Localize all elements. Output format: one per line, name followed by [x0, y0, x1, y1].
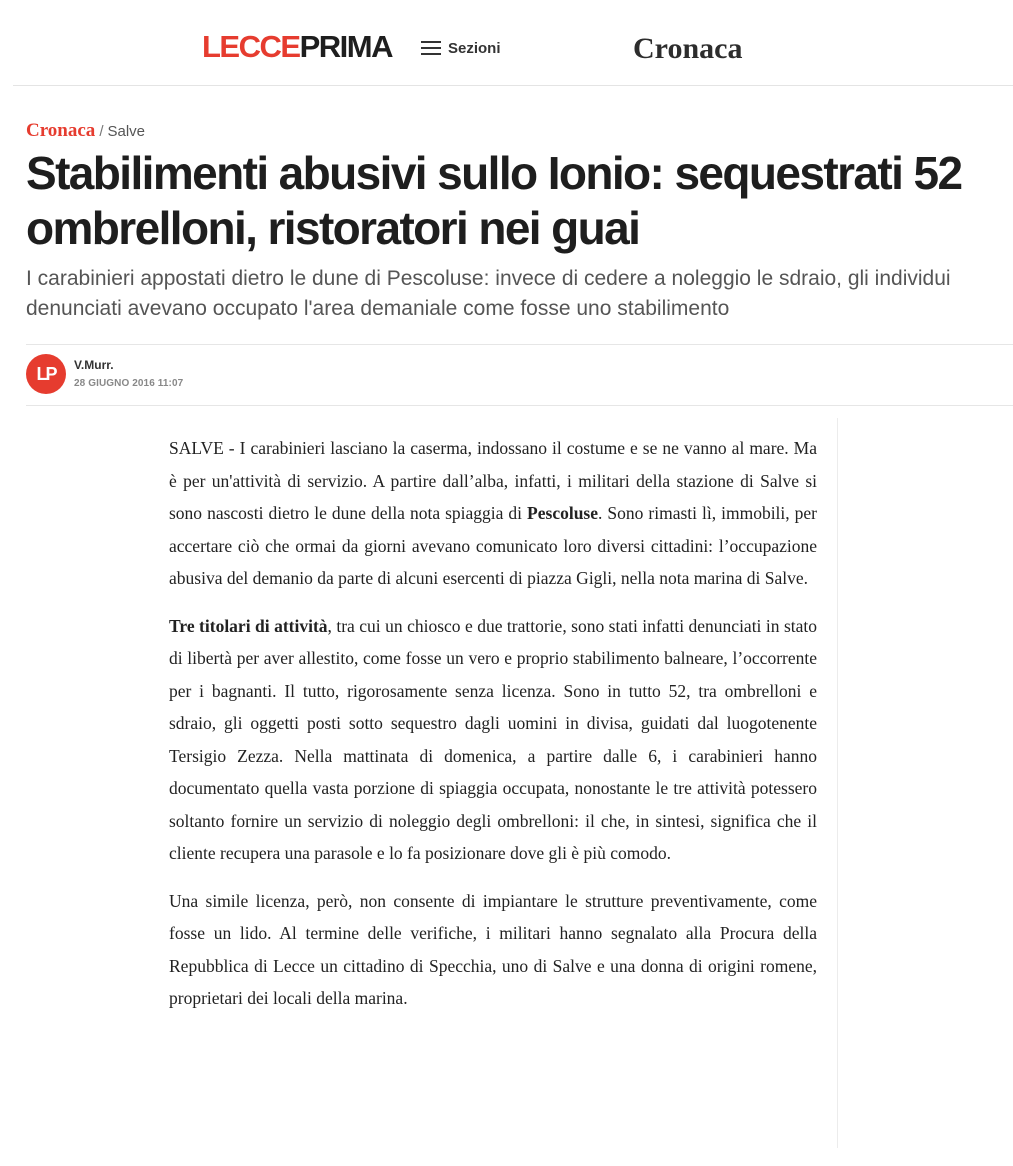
sections-menu-button[interactable] — [421, 38, 501, 58]
author-bar — [26, 344, 1013, 406]
sidebar-divider — [837, 418, 838, 1148]
paragraph-text: , tra cui un chiosco e due trattorie, sono stati infatti denunciati in stato di libertà per aver allestito, come fosse un vero e proprio stabilimento balneare, l’occorrente per i bagnanti. Il tutto, rigorosamente senza licenza. Sono in tutto 52, tra ombrelloni e sdraio, gli oggetti posti sotto sequestro dagli uomini in divisa, guidati dal luogotenente Tersigio Zezza. Nella mattinata di domenica, a partire dalle 6, i carabinieri hanno documentato quella vasta porzione di spiaggia occupata, nonostante le tre attività potessero soltanto fornire un servizio di noleggio degli ombrelloni: il che, in sintesi, significa che il cliente recupera una parasole e lo fa posizionare dove gli è più comodo. — [169, 615, 817, 863]
article-paragraph — [169, 432, 817, 595]
sections-menu-label: Sezioni — [448, 39, 501, 57]
breadcrumb-category-link[interactable]: Cronaca — [26, 120, 96, 141]
breadcrumb — [26, 120, 145, 144]
article-paragraph: Una simile licenza, però, non consente di impiantare le strutture preventivamente, come fosse un lido. Al termine delle verifiche, i militari hanno segnalato alla Procura della Repubblica di Lecce un cittadino di Specchia, uno di Salve e una donna di origini romene, proprietari dei locali della marina. — [169, 890, 817, 1008]
section-title[interactable]: Cronaca — [633, 32, 743, 65]
breadcrumb-subcategory-link[interactable]: Salve — [107, 123, 146, 140]
article-summary: I carabinieri appostati dietro le dune di Pescoluse: invece di cedere a noleggio le sdraio, gli individui denunciati avevano occupato l'area demaniale come fosse uno stabilimento — [26, 267, 951, 320]
publication-date: 28 GIUGNO 2016 11:07 — [74, 378, 184, 389]
paragraph-bold-text: Pescoluse — [527, 503, 599, 523]
breadcrumb-separator: / — [99, 123, 104, 140]
paragraph-text: SALVE - I carabinieri lasciano la caserma, indossano il costume e se ne vanno al mare. Ma è per un'attività di servizio. A partire dall’alba, infatti, i militari della stazione di Salve si sono nascosti dietro le dune della nota spiaggia di — [169, 438, 817, 523]
author-avatar[interactable]: LP — [26, 354, 66, 394]
hamburger-icon — [421, 41, 441, 55]
article-body — [169, 432, 817, 1030]
site-header — [13, 0, 1013, 86]
paragraph-bold-text: Tre titolari di attività — [169, 615, 328, 636]
article-paragraph — [169, 610, 817, 870]
author-name[interactable]: V.Murr. — [74, 358, 114, 372]
logo-lecce: LECCE — [202, 29, 300, 64]
site-logo[interactable] — [202, 30, 392, 64]
article-title: Stabilimenti abusivi sullo Ionio: sequestrati 52 ombrelloni, ristoratori nei guai — [26, 147, 962, 254]
paragraph-text: . Sono rimasti lì, immobili, per accertare ciò che ormai da giorni avevano comunicato loro diversi cittadini: l’occupazione abusiva del demanio da parte di alcuni esercenti di piazza Gigli, nella nota marina di Salve. — [169, 503, 818, 588]
logo-prima: PRIMA — [299, 29, 392, 64]
